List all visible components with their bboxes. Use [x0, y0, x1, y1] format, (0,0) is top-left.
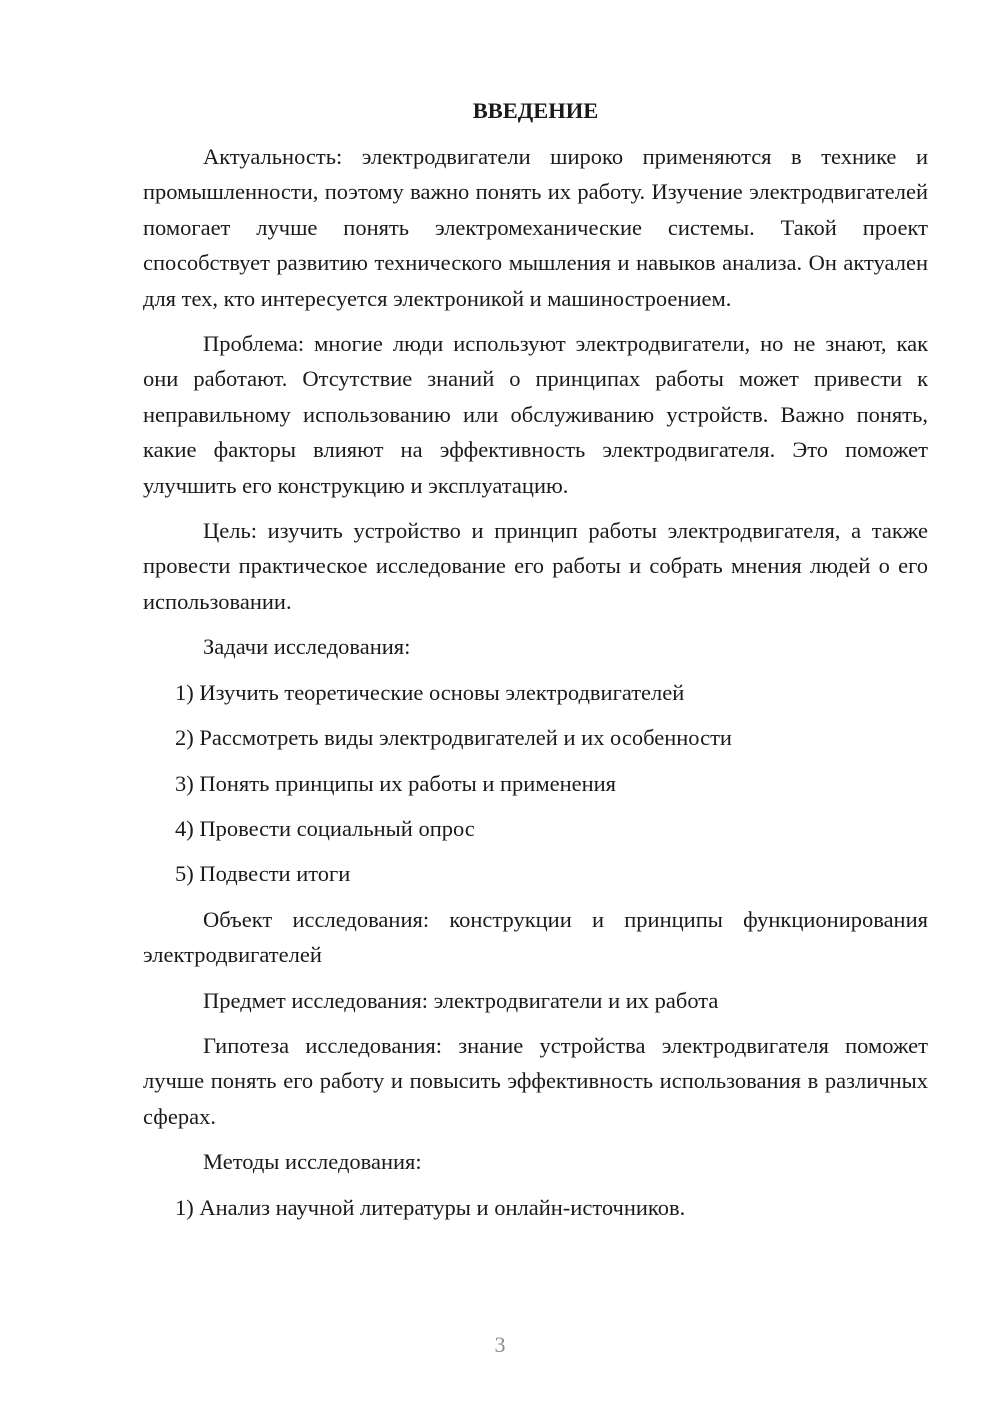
goal-paragraph: Цель: изучить устройство и принцип работы электродвигателя, а также провести практическое исследование его работы и собрать мнения людей о его использовании. — [143, 518, 928, 614]
page-number: 3 — [494, 1332, 506, 1357]
task-item: 2) Рассмотреть виды электродвигателей и их особенности — [175, 725, 732, 751]
task-item: 1) Изучить теоретические основы электродвигателей — [175, 679, 685, 705]
task-item: 5) Подвести итоги — [175, 861, 351, 887]
method-item: 1) Анализ научной литературы и онлайн-источников. — [175, 1194, 686, 1220]
methods-heading: Методы исследования: — [203, 1149, 422, 1175]
task-item: 3) Понять принципы их работы и применения — [175, 770, 617, 796]
page-title: ВВЕДЕНИЕ — [472, 98, 599, 123]
problem-paragraph: Проблема: многие люди используют электродвигатели, но не знают, как они работают. Отсутствие знаний о принципах работы может привести к неправильному использованию или обслуживанию устройств. Важно понять, какие факторы влияют на эффективность электродвигателя. Это поможет улучшить его конструкцию и эксплуатацию. — [143, 331, 928, 498]
tasks-list — [143, 675, 928, 892]
methods-list — [143, 1190, 928, 1225]
subject-paragraph: Предмет исследования: электродвигатели и их работа — [203, 987, 719, 1013]
tasks-heading: Задачи исследования: — [203, 634, 411, 660]
object-paragraph: Объект исследования: конструкции и принципы функционирования электродвигателей — [143, 906, 928, 968]
hypothesis-paragraph: Гипотеза исследования: знание устройства электродвигателя поможет лучше понять его работу и повысить эффективность использования в различных сферах. — [143, 1032, 928, 1129]
page-content — [143, 93, 928, 1235]
relevance-paragraph: Актуальность: электродвигатели широко применяются в технике и промышленности, поэтому важно понять их работу. Изучение электродвигателей помогает лучше понять электромеханические системы. Такой проект способствует развитию технического мышления и навыков анализа. Он актуален для тех, кто интересуется электроникой и машиностроением. — [143, 144, 928, 311]
task-item: 4) Провести социальный опрос — [175, 815, 475, 841]
